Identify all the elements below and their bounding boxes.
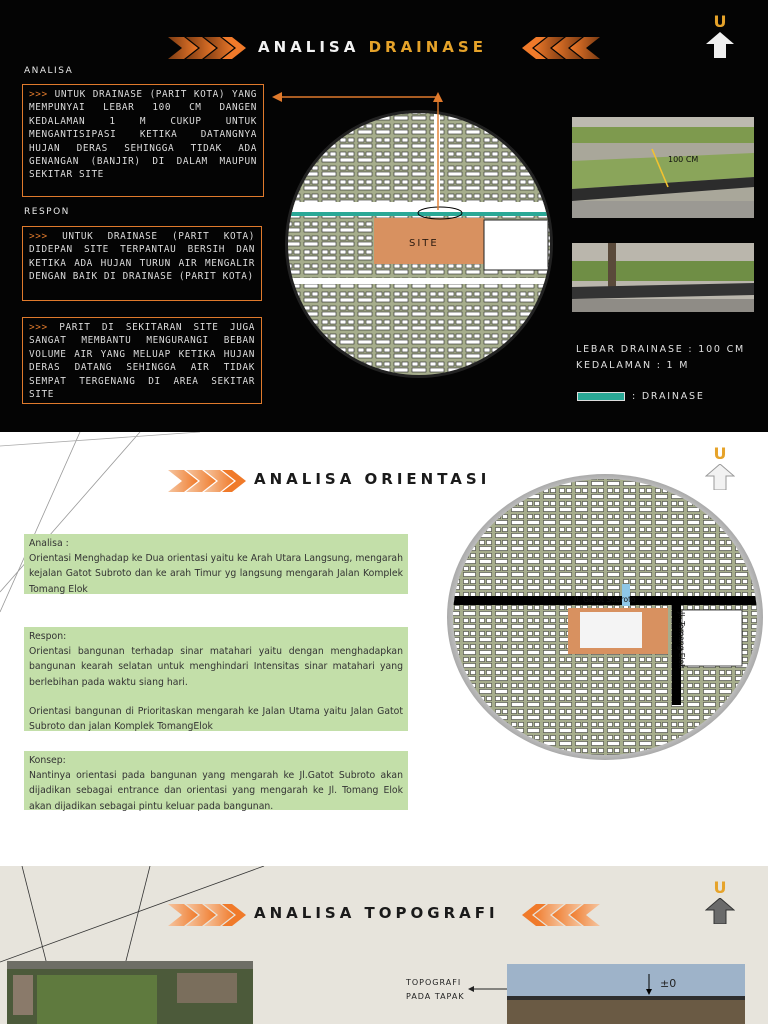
north-indicator xyxy=(700,12,740,58)
konsep-box xyxy=(24,751,408,810)
analisa-box xyxy=(24,534,408,594)
respon-text-1: Orientasi bangunan terhadap sinar matahari yaitu dengan menghadapkan bangunan kearah selatan untuk menghindari Intensitas sinar matahari yang berlebihan pada waktu siang hari. xyxy=(29,646,403,688)
drainage-legend-label: : DRAINASE xyxy=(632,391,705,402)
drainage-photo-1 xyxy=(572,117,754,218)
aerial-image xyxy=(7,961,253,1024)
box2-text: UNTUK DRAINASE (PARIT KOTA) DIDEPAN SITE TERPANTAU BERSIH DAN KETIKA ADA HUJAN TURUN AIR MENGALIR DENGAN BAIK DI DRAINASE (PARIT KOTA) xyxy=(29,231,255,283)
topografi-pointer-icon xyxy=(468,984,512,994)
photo-1-image xyxy=(572,117,754,218)
analisa-head: Analisa : xyxy=(29,538,69,549)
road-label-gatot: Jl. Gatot Subroto xyxy=(574,595,636,604)
topografi-section-drawing xyxy=(507,964,745,1024)
topografi-section xyxy=(0,866,768,1024)
orientasi-map xyxy=(446,474,764,760)
drainage-photo-2 xyxy=(572,243,754,312)
analisa-box xyxy=(22,84,264,197)
topografi-aerial-photo xyxy=(7,961,253,1024)
box1-prefix: >>> xyxy=(29,89,48,100)
respon-box xyxy=(24,627,408,731)
decor-lines xyxy=(0,432,300,632)
topografi-arrows-left-icon xyxy=(520,900,600,930)
orientasi-arrows-icon xyxy=(168,466,248,496)
north-arrow-icon xyxy=(705,898,735,924)
topografi-label xyxy=(406,976,465,1004)
topografi-label-line2: PADA TAPAK xyxy=(406,992,465,1001)
orientasi-north-label: U xyxy=(713,444,727,463)
north-arrow-icon xyxy=(705,32,735,58)
respon-text-2: Orientasi bangunan di Prioritaskan mengarah ke Jalan Utama yaitu Jalan Gatot Subroto dan jalan Komplek TomangElok xyxy=(29,705,403,733)
box3-prefix: >>> xyxy=(29,322,48,333)
title-accent: DRAINASE xyxy=(368,38,487,56)
topografi-label-line1: TOPOGRAFI xyxy=(406,978,462,987)
topografi-north-label: U xyxy=(713,878,727,897)
arrows-right-icon xyxy=(168,33,248,63)
photo-label: 100 CM xyxy=(668,155,699,164)
respon-box-2 xyxy=(22,317,262,404)
topografi-title: ANALISA TOPOGRAFI xyxy=(254,904,499,922)
topografi-arrows-right-icon xyxy=(168,900,248,930)
pointer-lines xyxy=(270,88,450,218)
photo-2-image xyxy=(572,243,754,312)
box3-text: PARIT DI SEKITARAN SITE JUGA SANGAT MEMBANTU MENGURANGI BEBAN VOLUME AIR YANG MELUAP KETIKA HUJAN DERAS DATANG SEHINGGA AIR TIDAK SEMPAT TERGENANG DI AREA SEKITAR SITE xyxy=(29,322,255,401)
box2-prefix: >>> xyxy=(29,231,48,242)
respon-head: Respon: xyxy=(29,631,67,642)
road-label-tomang: Jl. Tomang Elok xyxy=(677,612,686,669)
drainase-section xyxy=(0,0,768,432)
info-width: LEBAR DRAINASE : 100 CM xyxy=(576,344,746,355)
respon-box xyxy=(22,226,262,301)
analisa-label: ANALISA xyxy=(24,66,74,76)
drainage-info xyxy=(576,342,745,374)
box1-text: UNTUK DRAINASE (PARIT KOTA) YANG MEMPUNYAI LEBAR 100 CM DANGEN KEDALAMAN 1 M CUKUP UNTUK MENGANTISIPASI KETIKA DATANGNYA HUJAN DERAS SEHINGGA TIDAK ADA GENANGAN (BANJIR) DI DALAM MAUPUN SEKITAR SITE xyxy=(29,89,257,181)
analisa-text: Orientasi Menghadap ke Dua orientasi yaitu ke Arah Utara Langsung, mengarah kejalan Gatot Subroto dan ke arah Timur yg langsung mengarah Jalan Komplek Tomang Elok xyxy=(29,553,403,595)
orientasi-title: ANALISA ORIENTASI xyxy=(254,470,491,488)
konsep-head: Konsep: xyxy=(29,755,66,766)
site-label: SITE xyxy=(409,238,439,249)
drainage-legend-swatch xyxy=(577,392,625,401)
orientasi-section xyxy=(0,432,768,866)
north-label: U xyxy=(713,12,727,31)
konsep-text: Nantinya orientasi pada bangunan yang mengarah ke Jl.Gatot Subroto akan dijadikan sebagai entrance dan orientasi yang mengarah ke Jl. Tomang Elok akan dijadikan sebagai pintu keluar pada bangunan. xyxy=(29,770,403,812)
title-prefix: ANALISA xyxy=(258,38,360,56)
level-label: ±0 xyxy=(660,977,677,990)
info-depth: KEDALAMAN : 1 M xyxy=(576,360,690,371)
page-title xyxy=(258,38,487,56)
respon-label: RESPON xyxy=(24,207,70,217)
topografi-north-indicator xyxy=(700,878,740,924)
arrows-left-icon xyxy=(520,33,600,63)
